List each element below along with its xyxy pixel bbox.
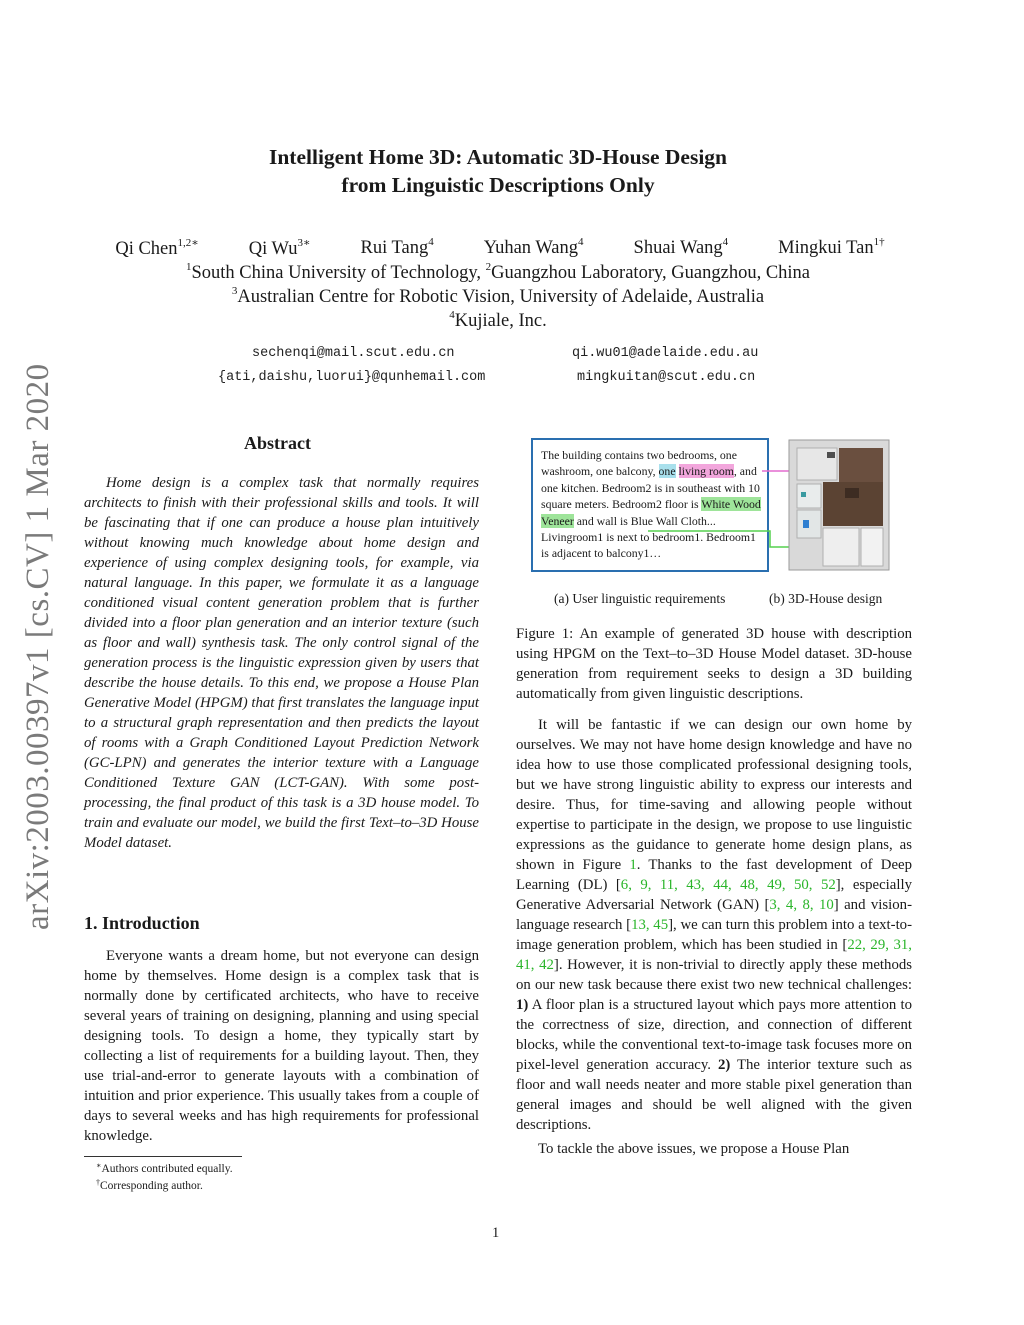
figure-caption: Figure 1: An example of generated 3D house with description using HPGM on the Text–to–3D House Model dataset. 3D-house generation from requirement seeks to design a 3D building automatically from given linguistic descriptions.: [516, 626, 912, 702]
footnote-equal: ∗Authors contributed equally.: [96, 1161, 233, 1175]
title-line-1: Intelligent Home 3D: Automatic 3D-House Design: [268, 145, 728, 169]
abstract-heading: Abstract: [244, 433, 311, 453]
citation-link[interactable]: 6, 9, 11, 43, 44, 48, 49, 50, 52: [620, 877, 836, 893]
email-tan: mingkuitan@scut.edu.cn: [577, 370, 756, 385]
page-number: 1: [492, 1225, 500, 1241]
house-3d-render: [775, 436, 893, 574]
abstract-body: Home design is a complex task that normally requires architects to finish with their professional skills and tools. It will be fascinating that if one can produce a house plan intuitively without knowing much knowledge about home design and experience of using complex designing tools, for example, via natural language. In this paper, we formulate it as a language conditioned visual content generation problem that is further divided into a floor plan generation and an interior texture (such as floor and wall) synthesis task. The only control signal of the generation process is the linguistic expression given by users that describe the house details. To this end, we propose a House Plan Generative Model (HPGM) that first translates the language input to a structural graph representation and then predicts the layout of rooms with a Graph Conditioned Layout Prediction Network (GC-LPN) and generates the interior texture with a Language Conditioned Texture GAN (LCT-GAN). With some post-processing, the final product of this task is a 3D house model. To train and evaluate our model, we build the first Text–to–3D House Model dataset.: [84, 475, 479, 851]
figure-subcaption-a: (a) User linguistic requirements: [554, 591, 726, 606]
email-wu: qi.wu01@adelaide.edu.au: [572, 346, 759, 361]
citation-link[interactable]: 3, 4, 8, 10: [769, 897, 834, 913]
paragraph: To tackle the above issues, we propose a House Plan: [538, 1141, 850, 1157]
author: Yuhan Wang$^4$: [483, 236, 584, 258]
figure-link[interactable]: 1: [629, 857, 637, 873]
highlight-living-room: living room: [678, 464, 734, 479]
footnote-corresponding: †Corresponding author.: [96, 1178, 203, 1192]
highlight-white-wood-veneer: White Wood Veneer: [541, 497, 761, 528]
figure-subcaption-b: (b) 3D-House design: [769, 591, 883, 606]
email-chen: sechenqi@mail.scut.edu.cn: [252, 346, 455, 361]
author-list: [80, 236, 920, 260]
paper-title: [120, 143, 876, 199]
author: Mingkui Tan$^{1\dagger}$: [778, 236, 885, 258]
title-line-2: from Linguistic Descriptions Only: [341, 173, 655, 197]
citation-link[interactable]: 22, 29, 31, 41, 42: [516, 937, 912, 973]
affiliation-line-1: $^1$South China University of Technology, $^2$Guangzhou Laboratory, Guangzhou, China: [185, 261, 811, 283]
author: Rui Tang$^4$: [360, 236, 434, 258]
author: Qi $Wu^{3∗}$: [248, 237, 311, 259]
affiliation-line-2: $^3$Australian Centre for Robotic Vision, University of Adelaide, Australia: [231, 285, 765, 307]
footnote-rule: [84, 1156, 242, 1157]
highlight-one: one: [658, 464, 676, 479]
right-column-body: [516, 715, 912, 1163]
paragraph: It will be fantastic if we can design our own home by ourselves. We may not have home design knowledge and have no idea how to use those complicated professional designing tools, but we have strong linguistic ability to express our interests and desire. Thus, for time-saving and allowing people without expertise to participate in the design, we propose to use linguistic expressions as the guidance to generate home design plans, as shown in Figure 1. Thanks to the fast development of Deep Learning (DL) [6, 9, 11, 43, 44, 48, 49, 50, 52], especially Generative Adversarial Network (GAN) [3, 4, 8, 10] and vision-language research [13, 45], we can turn this problem into a text-to-image generation problem, which has been studied in [22, 29, 31, 41, 42]. However, it is non-trivial to directly apply these methods on our new task because there exist two new technical challenges: 1) A floor plan is a structured layout which pays more attention to the correctness of size, direction, and connection of different blocks, while the conventional text-to-image task focuses more on pixel-level generation accuracy. 2) The interior texture such as floor and wall needs neater and more stable pixel generation than general images and should be well aligned with the given descriptions.: [516, 717, 913, 1133]
arxiv-stamp: arXiv:2003.00397v1 [cs.CV] 1 Mar 2020: [20, 363, 56, 930]
email-kujiale: {ati,daishu,luorui}@qunhemail.com: [218, 370, 486, 385]
author: Qi Chen$^{1,2∗}$: [115, 237, 199, 259]
intro-body: Everyone wants a dream home, but not everyone can design home by themselves. Home design is a complex task that is normally done by certificated architects, who have to receive several years of training on designing, planning and using special designing tools. To design a home, they typically start by collecting a list of requirements for a building layout. Then, they use trial-and-error to generate layouts with a combination of intuition and prior experience. This usually takes from a couple of days to several weeks and has high requirements for professional knowledge.: [84, 948, 479, 1144]
intro-heading: 1. Introduction: [84, 913, 200, 933]
citation-link[interactable]: 13, 45: [631, 917, 669, 933]
figure-requirement-text: The building contains two bedrooms, one washroom, one balcony, one living room, and one kitchen. Bedroom2 is in southeast with 10 square meters. Bedroom2 floor is White Wood Veneer and wall is Blue Wall Cloth... Livingroom1 is next to bedroom1. Bedroom1 is adjacent to balcony1…: [541, 448, 761, 561]
author: Shuai Wang$^4$: [633, 236, 729, 258]
affiliation-line-3: $^4$Kujiale, Inc.: [449, 309, 547, 331]
